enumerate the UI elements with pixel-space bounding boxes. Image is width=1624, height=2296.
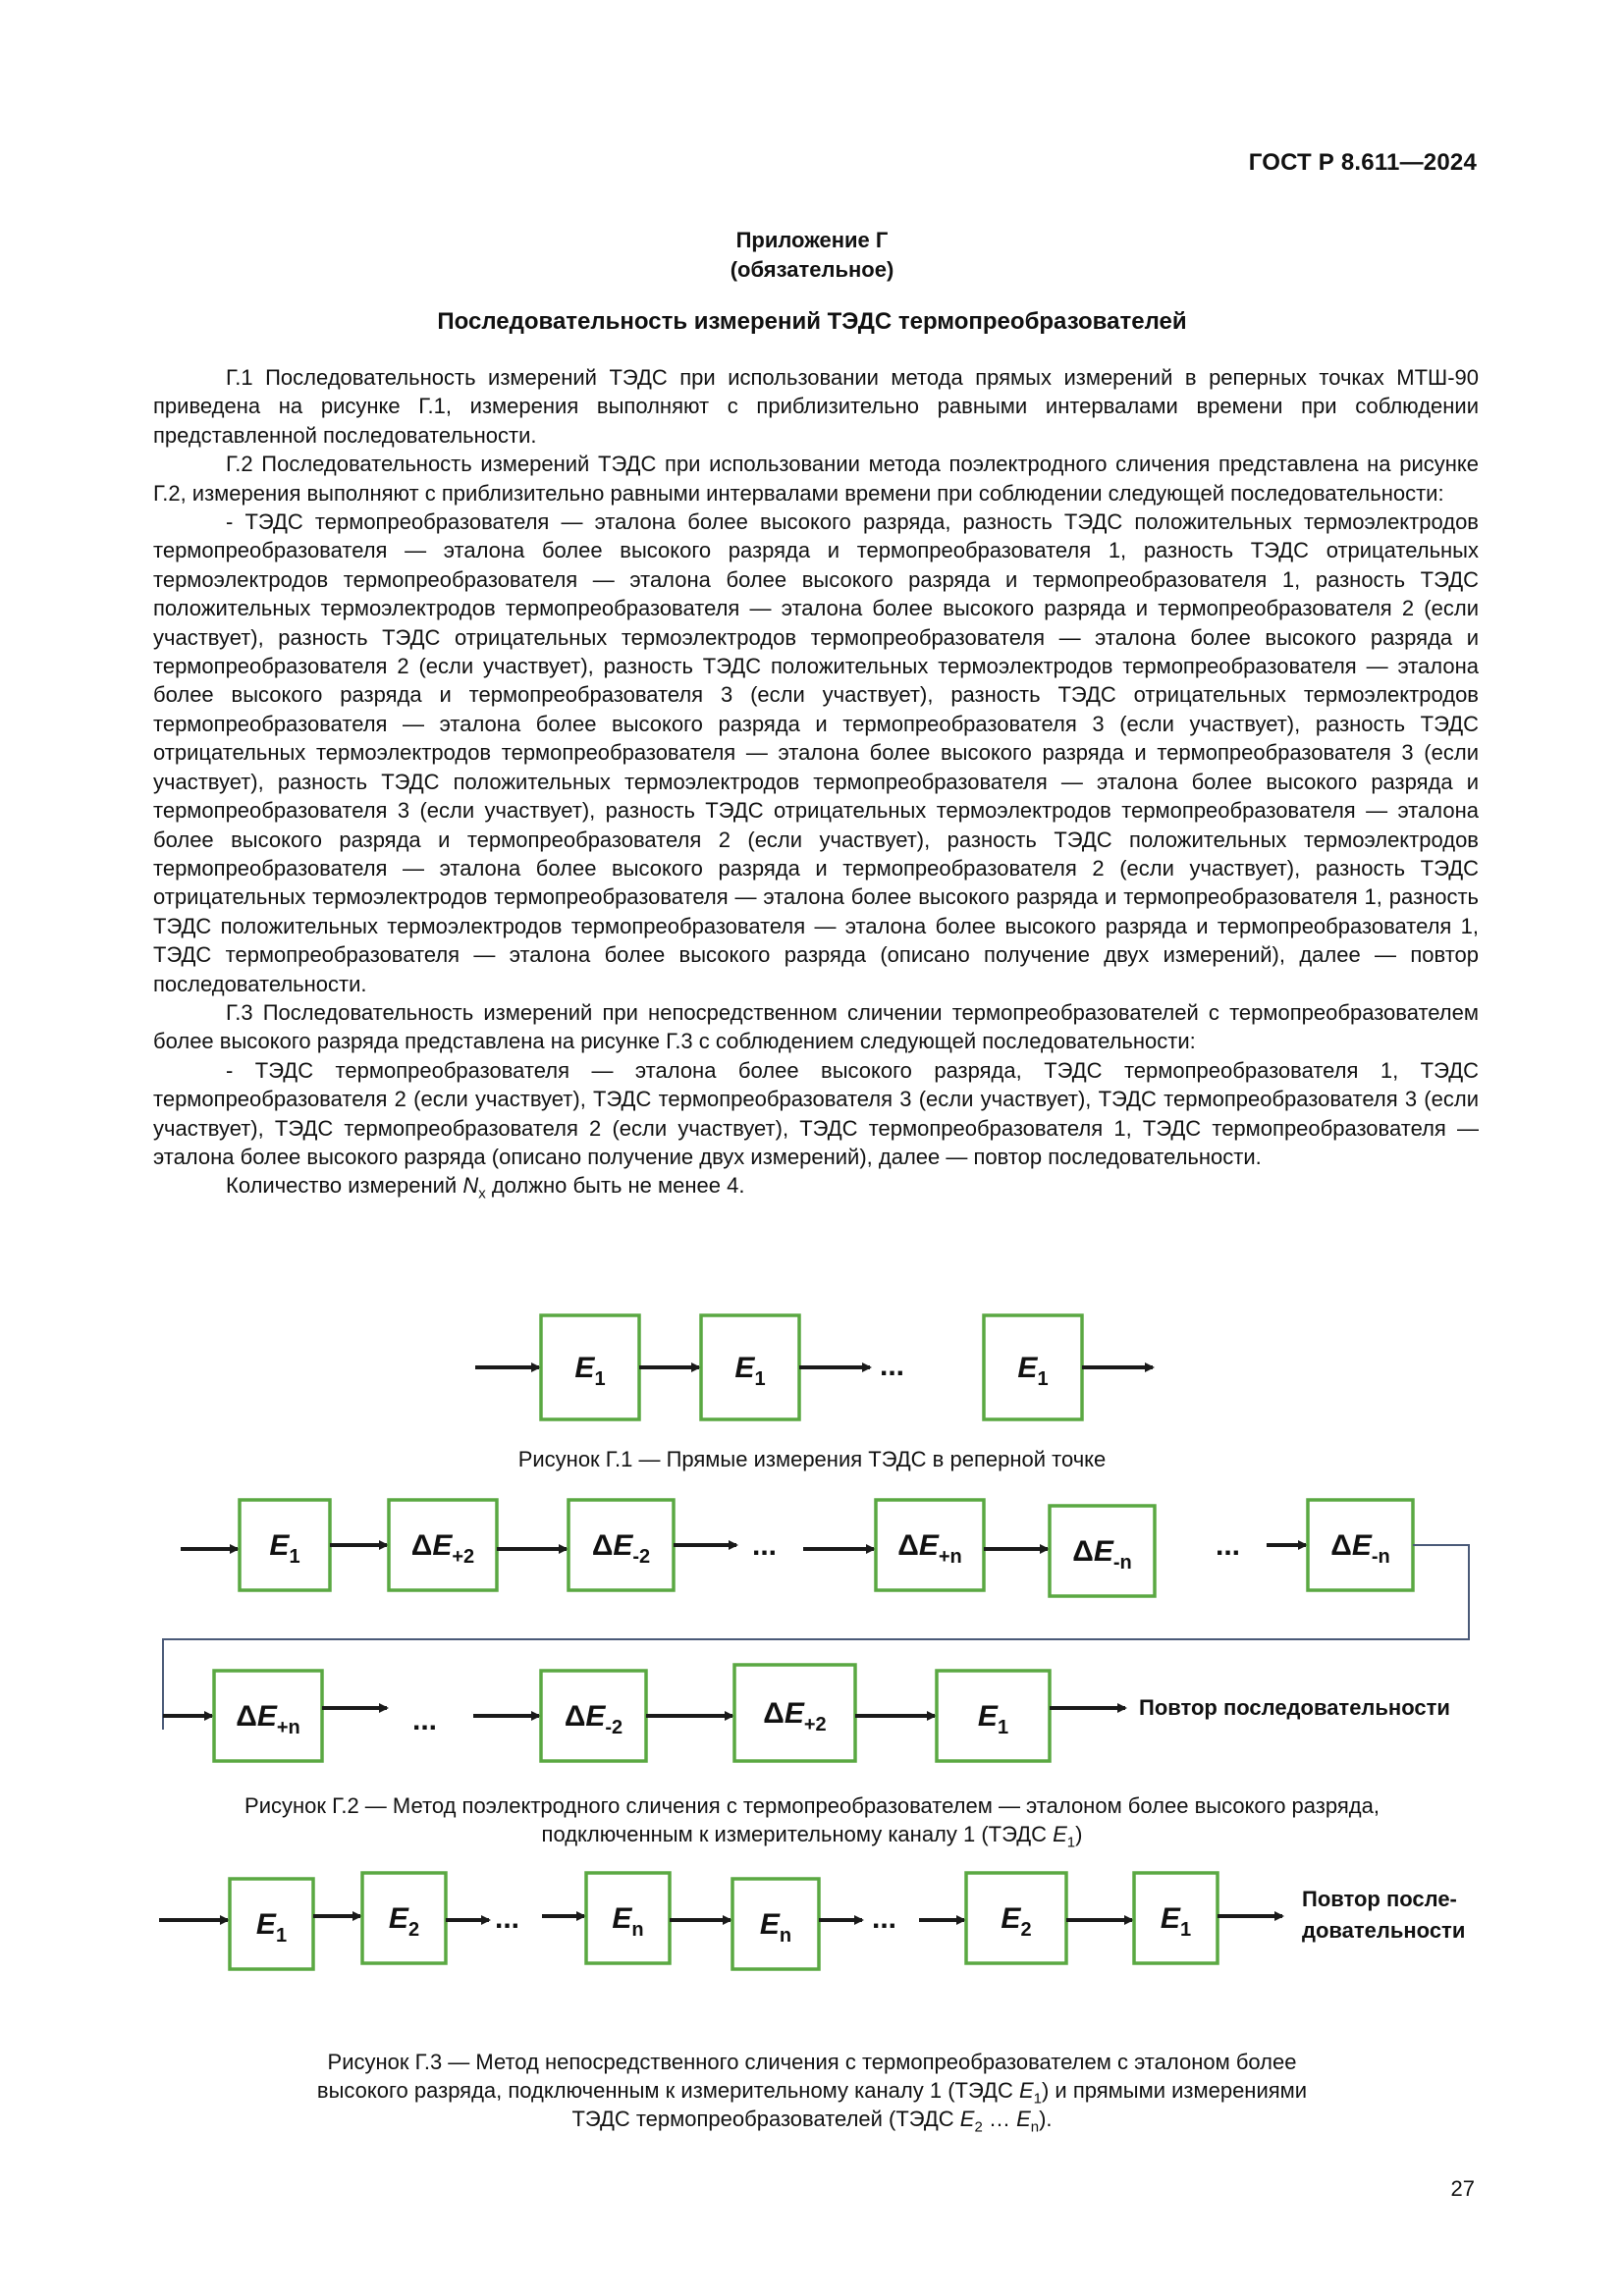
figure-g2-caption-line2 (0, 1820, 1624, 1851)
variable-e: E (585, 1700, 606, 1733)
variable-e: E (1017, 1352, 1038, 1384)
caption-text: подключенным к измерительному каналу 1 (ТЭДС (541, 1822, 1054, 1846)
repeat-sequence-label-line2: довательности (1302, 1918, 1466, 1943)
page-number: 27 (1450, 2176, 1475, 2201)
count-suffix: должно быть не менее 4. (485, 1173, 745, 1199)
paragraph-g2: Г.2 Последовательность измерений ТЭДС при использовании метода поэлектродного сличения представлена на рисунке Г.2, измерения выполняют с приблизительно равными интервалами времени при соблюдении следующей последовательности: (153, 452, 1479, 506)
subscript: 1 (997, 1717, 1009, 1738)
caption-variable: E (1018, 2078, 1034, 2103)
variable-e: E (432, 1529, 453, 1562)
caption-variable: E (1016, 2107, 1031, 2131)
subscript: n (631, 1919, 644, 1941)
ellipsis: ... (880, 1350, 905, 1382)
subscript: 2 (407, 1919, 420, 1941)
section-title: Последовательность измерений ТЭДС термопреобразователей (437, 308, 1187, 335)
variable-e: E (255, 1908, 276, 1941)
figure-g1-diagram (475, 1315, 1153, 1419)
caption-subscript: 1 (1066, 1834, 1076, 1851)
ellipsis: ... (1216, 1529, 1241, 1562)
variable-e: E (256, 1700, 277, 1733)
appendix-title: Приложение Г (735, 228, 889, 252)
variable-e: E (574, 1352, 595, 1384)
subscript: -n (1371, 1546, 1390, 1568)
variable-e: E (918, 1529, 939, 1562)
variable-e: E (1351, 1529, 1372, 1562)
subscript: -2 (632, 1546, 651, 1568)
standard-designation: ГОСТ Р 8.611—2024 (1248, 149, 1477, 176)
delta-symbol: Δ (410, 1529, 433, 1562)
figure-g1-caption: Рисунок Г.1 — Прямые измерения ТЭДС в реперной точке (517, 1447, 1107, 1471)
caption-text: ТЭДС термопреобразователей (ТЭДС (571, 2107, 960, 2131)
subscript: +n (938, 1546, 962, 1568)
figure-g3-diagram (159, 1873, 1465, 1969)
variable-e: E (613, 1529, 633, 1562)
subscript: 1 (754, 1368, 766, 1390)
figure-g2-diagram (163, 1500, 1469, 1761)
caption-variable: E (959, 2107, 975, 2131)
repeat-sequence-label-line1: Повтор после- (1302, 1887, 1457, 1911)
ellipsis: ... (872, 1902, 897, 1935)
variable-e: E (784, 1697, 804, 1730)
ellipsis: ... (412, 1704, 438, 1736)
variable-e: E (269, 1529, 290, 1562)
variable-e: E (612, 1902, 632, 1935)
figure-g3-caption-line1: Рисунок Г.3 — Метод непосредственного сличения с термопреобразователем с эталоном более (327, 2050, 1297, 2074)
paragraph-g3-list: - ТЭДС термопреобразователя — эталона более высокого разряда, ТЭДС термопреобразователя 1, ТЭДС термопреобразователя 2 (если участвует), ТЭДС термопреобразователя 3 (если участвует), ТЭДС термопреобразователя 3 (если участвует), ТЭДС термопреобразователя 2 (если участвует), ТЭДС термопреобразователя 1, ТЭДС термопреобразователя — эталона более высокого разряда (описано получение двух измерений), далее — повтор последовательности. (153, 1057, 1479, 1169)
subscript: 2 (1020, 1919, 1032, 1941)
repeat-sequence-label: Повтор последовательности (1139, 1695, 1450, 1720)
paragraph-g3: Г.3 Последовательность измерений при непосредственном сличении термопреобразователей с термопреобразователем более высокого разряда представлена на рисунке Г.3 с соблюдением следующей последовательности: (153, 999, 1479, 1054)
caption-subscript: 1 (1033, 2090, 1042, 2108)
delta-symbol: Δ (564, 1700, 586, 1733)
delta-symbol: Δ (763, 1697, 785, 1730)
variable-e: E (1001, 1902, 1021, 1935)
variable-e: E (1093, 1535, 1113, 1568)
count-variable: N (462, 1173, 479, 1199)
figure-g3-caption-line3 (0, 2105, 1624, 2136)
subscript: -2 (605, 1717, 623, 1738)
ellipsis: ... (495, 1902, 520, 1935)
subscript: 1 (1179, 1919, 1192, 1941)
delta-symbol: Δ (236, 1700, 257, 1733)
subscript: +2 (803, 1714, 827, 1735)
subscript: 1 (1037, 1368, 1049, 1390)
caption-text: … (982, 2107, 1017, 2131)
delta-symbol: Δ (591, 1529, 614, 1562)
subscript: -n (1112, 1552, 1132, 1574)
delta-symbol: Δ (1072, 1535, 1094, 1568)
caption-subscript: 2 (974, 2118, 983, 2136)
subscript: +2 (452, 1546, 475, 1568)
figure-g3-caption-line2 (0, 2076, 1624, 2108)
paragraph-g1: Г.1 Последовательность измерений ТЭДС при использовании метода прямых измерений в реперных точках МТШ-90 приведена на рисунке Г.1, измерения выполняют с приблизительно равными интервалами времени при соблюдении представленной последовательности. (153, 365, 1479, 448)
caption-text: высокого разряда, подключенным к измерительному каналу 1 (ТЭДС (316, 2078, 1019, 2103)
count-prefix: Количество измерений (226, 1173, 463, 1199)
variable-e: E (1160, 1902, 1180, 1935)
paragraph-g2-list: - ТЭДС термопреобразователя — эталона более высокого разряда, разность ТЭДС положительных термоэлектродов термопреобразователя — эталона более высокого разряда и термопреобразователя 1, разность ТЭДС отрицательных термоэлектродов термопреобразователя — эталона более высокого разряда и термопреобразователя 1, разность ТЭДС положительных термоэлектродов термопреобразователя — эталона более высокого разряда и термопреобразователя 2 (если участвует), разность ТЭДС отрицательных термоэлектродов термопреобразователя — эталона более высокого разряда и термопреобразователя 2 (если участвует), разность ТЭДС положительных термоэлектродов термопреобразователя — эталона более высокого разряда и термопреобразователя 3 (если участвует), разность ТЭДС отрицательных термоэлектродов термопреобразователя — эталона более высокого разряда и термопреобразователя 3 (если участвует), разность ТЭДС отрицательных термоэлектродов термопреобразователя — эталона более высокого разряда и термопреобразователя 3 (если участвует), разность ТЭДС положительных термоэлектродов термопреобразователя — эталона более высокого разряда и термопреобразователя 3 (если участвует), разность ТЭДС отрицательных термоэлектродов термопреобразователя — эталона более высокого разряда и термопреобразователя 2 (если участвует), разность ТЭДС положительных термоэлектродов термопреобразователя — эталона более высокого разряда и термопреобразователя 2 (если участвует), разность ТЭДС отрицательных термоэлектродов термопреобразователя — эталона более высокого разряда и термопреобразователя 1, разность ТЭДС положительных термоэлектродов термопреобразователя — эталона более высокого разряда и термопреобразователя 1, ТЭДС термопреобразователя — эталона более высокого разряда (описано получение двух измерений), далее — повтор последовательности. (153, 509, 1479, 996)
caption-text: ) и прямыми измерениями (1041, 2078, 1308, 2103)
variable-e: E (734, 1352, 755, 1384)
figure-g2-caption-line1: Рисунок Г.2 — Метод поэлектродного сличения с термопреобразователем — эталоном более высокого разряда, (244, 1793, 1380, 1818)
variable-e: E (388, 1902, 408, 1935)
caption-text: ) (1075, 1822, 1083, 1846)
variable-e: E (977, 1700, 998, 1733)
subscript: 1 (289, 1546, 300, 1568)
caption-subscript: n (1030, 2118, 1040, 2136)
count-subscript: x (478, 1185, 486, 1202)
subscript: 1 (275, 1925, 288, 1947)
caption-text: ). (1039, 2107, 1053, 2131)
appendix-status: (обязательное) (730, 257, 894, 282)
delta-symbol: Δ (897, 1529, 919, 1562)
subscript: n (779, 1925, 792, 1947)
subscript: +n (276, 1717, 300, 1738)
variable-e: E (759, 1908, 780, 1941)
caption-variable: E (1053, 1822, 1067, 1846)
delta-symbol: Δ (1330, 1529, 1352, 1562)
ellipsis: ... (752, 1529, 778, 1562)
subscript: 1 (594, 1368, 606, 1390)
